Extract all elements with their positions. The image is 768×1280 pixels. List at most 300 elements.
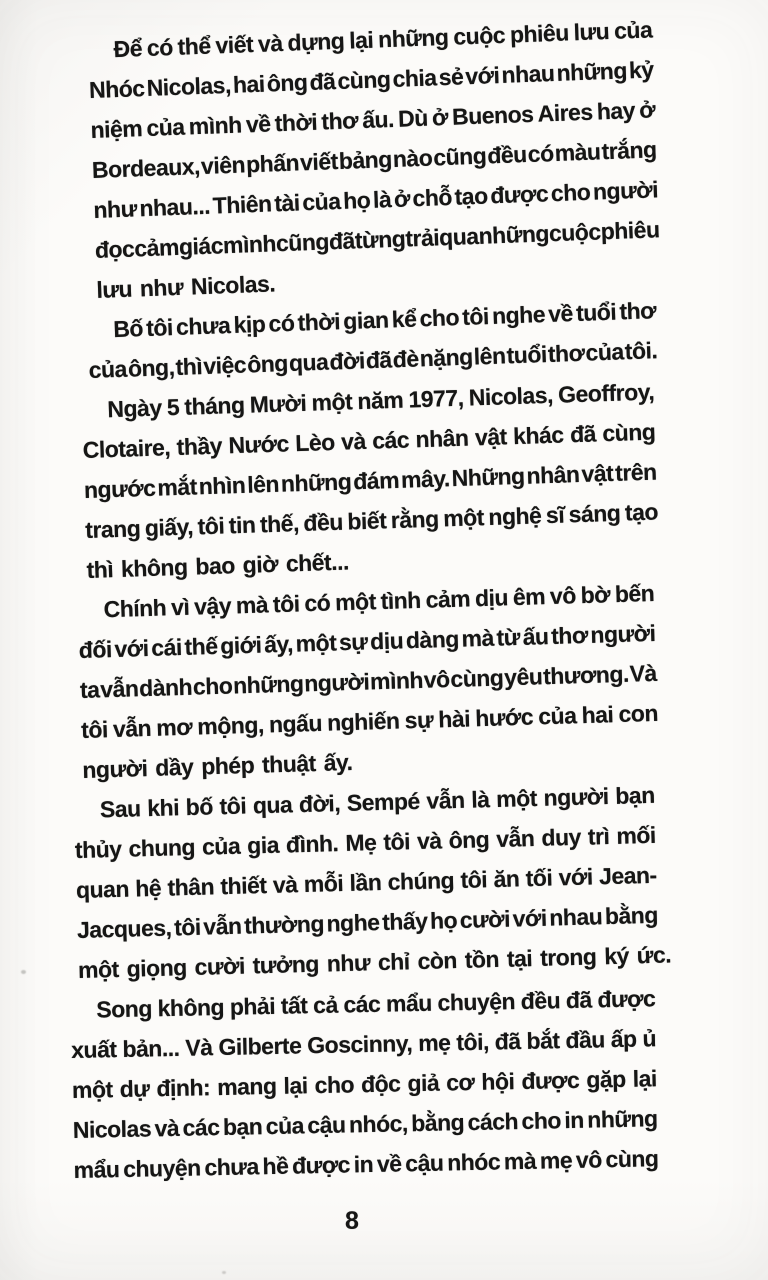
word: vì: [170, 593, 190, 621]
word: bản...: [122, 1034, 180, 1062]
word: thủy: [74, 835, 122, 864]
word: thơ: [618, 297, 657, 325]
word: đối: [78, 636, 113, 664]
word: chỗ: [412, 183, 453, 212]
word: biết: [346, 507, 387, 535]
word: phấn: [245, 149, 300, 178]
word: cho: [550, 178, 591, 207]
word: và: [340, 427, 367, 455]
word: cho: [521, 1107, 562, 1134]
word: hội: [481, 1068, 515, 1095]
word: bạn: [222, 1113, 263, 1140]
word: dịu: [369, 627, 404, 655]
word: hệ: [134, 874, 162, 902]
word: những: [377, 23, 449, 53]
word: bảng: [338, 146, 393, 174]
word: đời,: [298, 790, 341, 818]
word: từ: [496, 623, 521, 651]
word: mắt: [156, 473, 198, 501]
word: được: [597, 985, 656, 1013]
word: khi: [146, 794, 180, 822]
word: hài: [437, 705, 471, 733]
word: tôi: [197, 512, 225, 540]
word: qua: [252, 791, 293, 819]
word: ngước: [83, 474, 156, 503]
word: với: [558, 863, 594, 891]
word: thời: [274, 108, 318, 137]
word: đời: [328, 347, 366, 375]
word: của: [585, 338, 625, 366]
word: Sempé: [346, 787, 421, 816]
word: người: [543, 783, 609, 811]
word: chia: [392, 64, 437, 92]
word: các: [371, 426, 410, 454]
word: cảm: [133, 233, 180, 262]
word: có: [304, 589, 331, 617]
word: Mười: [249, 389, 307, 418]
word: tôi: [272, 590, 300, 618]
text-line: một giọng cười tưởng như chỉ còn tồn tại trong ký ức.: [77, 941, 672, 983]
word: cho: [314, 1071, 355, 1099]
word: đám: [352, 466, 400, 495]
word: yêu: [503, 663, 543, 691]
word: đầu: [565, 1026, 606, 1054]
word: chung: [128, 833, 196, 862]
word: kịp: [233, 310, 266, 338]
word: vô: [423, 666, 451, 693]
word: nhìn: [198, 471, 246, 500]
word: tôi: [383, 828, 411, 855]
word: tôi: [145, 314, 174, 341]
word: bạn: [614, 781, 656, 809]
word: với: [114, 634, 149, 662]
word: thấy: [381, 907, 428, 935]
word: đã: [309, 68, 336, 95]
word: tạo: [624, 498, 659, 526]
word: 5: [166, 393, 180, 421]
word: của: [537, 702, 577, 730]
word: mẹ: [417, 1029, 451, 1057]
word: cùng: [450, 664, 504, 693]
word: bờ: [580, 581, 611, 609]
word: gian: [342, 306, 389, 335]
word: đã: [569, 420, 597, 448]
word: mang: [216, 1072, 277, 1101]
word: mà: [503, 1147, 537, 1175]
page-text: [70, 16, 672, 1190]
word: đều: [520, 987, 561, 1014]
word: với: [464, 62, 500, 90]
word: vô: [549, 582, 577, 610]
word: nhóc,: [348, 1110, 409, 1138]
word: mẩu: [385, 989, 433, 1017]
word: tất: [280, 992, 308, 1019]
word: thế: [184, 632, 218, 660]
word: của: [613, 16, 653, 44]
word: nhân: [526, 461, 580, 489]
word: lưu: [573, 17, 610, 46]
word: đều: [302, 508, 344, 536]
word: có: [146, 33, 174, 61]
word: thương.: [542, 660, 630, 690]
word: vẫn: [112, 714, 152, 743]
word: và: [272, 871, 298, 898]
word: Và: [629, 659, 658, 687]
word: khác: [512, 421, 565, 450]
word: hai: [581, 701, 614, 729]
word: đều: [486, 141, 528, 169]
word: phiêu: [509, 19, 570, 48]
word: Mẹ: [345, 829, 377, 856]
word: giấy,: [144, 513, 194, 542]
word: nào: [392, 144, 433, 172]
word: Jacques,: [76, 914, 172, 943]
word: Buenos: [451, 100, 534, 130]
word: vật: [474, 423, 508, 451]
word: ở: [638, 96, 656, 123]
word: ta: [79, 676, 100, 703]
word: chúng: [387, 867, 455, 895]
scan-speck: [21, 970, 26, 974]
word: cậu: [307, 1111, 346, 1139]
word: Song: [96, 995, 153, 1023]
word: ở: [393, 185, 411, 212]
word: chưa: [204, 1153, 259, 1181]
word: tháng: [183, 391, 245, 420]
word: 1977,: [408, 384, 464, 413]
word: vẫn: [426, 786, 465, 814]
word: với: [512, 904, 547, 932]
word: Nicolas: [72, 1115, 152, 1143]
word: cuộc: [548, 218, 602, 247]
word: và: [154, 1114, 180, 1142]
word: hề: [262, 1152, 289, 1180]
word: sự: [338, 628, 368, 656]
paragraph: [87, 9, 662, 310]
word: cùng: [605, 1145, 659, 1173]
word: các: [182, 1114, 220, 1141]
word: ăn: [493, 865, 520, 893]
word: cho: [419, 304, 460, 332]
word: mẹ: [539, 1146, 573, 1174]
word: Chính: [103, 594, 167, 623]
word: nghe: [326, 909, 380, 937]
word: mà: [461, 624, 495, 652]
word: mộng,: [196, 711, 265, 740]
word: viết: [215, 31, 254, 59]
word: Aires: [537, 98, 594, 127]
word: tối: [525, 864, 553, 892]
word: giả: [407, 1069, 440, 1097]
word: cùng: [601, 418, 656, 447]
scan-speck: [222, 1271, 226, 1274]
word: phải: [229, 992, 276, 1020]
text-line: lưu như Nicolas.: [95, 270, 276, 303]
word: phiêu: [600, 216, 660, 245]
word: hay: [596, 97, 636, 125]
word: mẩu: [73, 1156, 120, 1183]
word: cuộc: [452, 21, 506, 50]
word: ấy,: [263, 630, 294, 658]
word: chuyện: [122, 1154, 201, 1182]
word: gia: [246, 831, 280, 859]
word: ông,: [127, 354, 175, 382]
word: Lèo: [294, 428, 336, 457]
word: qua: [438, 222, 479, 251]
word: duy: [541, 823, 582, 851]
word: thì: [175, 353, 203, 380]
word: Ngày: [106, 394, 163, 423]
word: Bố: [112, 315, 144, 343]
word: của: [145, 113, 186, 141]
word: mỗi: [303, 870, 344, 898]
word: nhóc: [446, 1148, 501, 1176]
word: những: [478, 220, 550, 249]
word: vậy: [193, 592, 232, 620]
word: cho: [192, 672, 233, 700]
paragraph: [73, 775, 672, 990]
word: cảm: [425, 585, 471, 613]
word: êm: [512, 583, 546, 611]
word: sự: [404, 706, 434, 734]
word: đã: [494, 1027, 521, 1055]
word: nhau: [548, 903, 603, 931]
word: nghiến: [326, 707, 400, 736]
word: hước: [474, 703, 534, 732]
text-line: thì không bao giờ chết...: [86, 548, 350, 583]
word: lại: [283, 1072, 308, 1099]
word: ủ: [642, 1025, 657, 1052]
word: nhau: [501, 59, 555, 88]
word: cười: [459, 905, 511, 933]
word: tuổi: [506, 341, 548, 369]
word: họ: [429, 907, 458, 934]
word: có: [268, 309, 295, 337]
word: trải: [404, 224, 440, 252]
word: dàng: [405, 625, 460, 654]
word: năm: [356, 386, 404, 415]
word: của: [88, 355, 128, 383]
word: sáng: [568, 499, 621, 528]
word: dành: [138, 673, 193, 702]
word: ông: [448, 826, 490, 854]
word: vô: [575, 1146, 602, 1173]
word: thơ: [320, 107, 359, 135]
word: một: [295, 629, 337, 657]
word: người: [592, 176, 659, 205]
word: xuất: [70, 1036, 117, 1064]
word: có: [527, 140, 555, 168]
word: Để: [113, 35, 143, 63]
word: Gilberte: [218, 1032, 302, 1061]
word: và: [416, 827, 442, 855]
word: về: [245, 110, 271, 138]
word: độc: [360, 1070, 401, 1098]
word: bố: [185, 793, 214, 821]
word: người: [590, 619, 656, 648]
word: con: [618, 699, 659, 728]
word: đình.: [285, 830, 339, 858]
word: tôi,: [456, 1028, 490, 1056]
word: sẻ: [438, 63, 464, 91]
word: ngấu: [268, 709, 323, 738]
word: thân: [167, 873, 215, 901]
word: là: [470, 786, 490, 813]
word: trên: [614, 458, 658, 486]
word: định:: [156, 1074, 211, 1102]
word: ấu: [522, 623, 549, 650]
word: viết: [299, 147, 339, 176]
paragraph: [70, 978, 659, 1190]
word: ấp: [610, 1025, 637, 1053]
word: một: [442, 504, 485, 532]
word: những: [556, 57, 628, 86]
word: Nicolas,: [146, 71, 232, 101]
word: chuyện: [437, 988, 516, 1016]
word: Bordeaux,: [91, 153, 201, 183]
word: lại: [632, 1065, 658, 1092]
word: vẫn: [495, 824, 535, 852]
word: mơ: [155, 713, 193, 741]
word: Thiên: [212, 190, 273, 219]
word: mây.: [400, 465, 451, 493]
word: đọc: [94, 235, 135, 263]
word: bằng: [604, 901, 659, 930]
word: là: [372, 186, 392, 213]
word: thầy: [176, 432, 223, 460]
word: giới: [219, 631, 262, 659]
word: Những: [451, 462, 525, 492]
word: dịu: [474, 584, 509, 612]
word: tôi: [80, 716, 109, 743]
word: cả: [312, 991, 338, 1019]
word: mà: [235, 591, 269, 619]
word: Goscinny,: [306, 1030, 413, 1059]
text-line: người dầy phép thuật ấy.: [81, 748, 353, 783]
word: ông: [266, 69, 308, 97]
word: bến: [614, 579, 655, 608]
word: nghe: [491, 301, 546, 329]
word: hai: [232, 70, 266, 98]
word: in: [564, 1106, 585, 1134]
word: Jean-: [598, 861, 657, 890]
word: niệm: [90, 115, 143, 144]
word: của: [265, 1112, 305, 1140]
word: đè: [392, 345, 420, 373]
word: tuổi: [575, 298, 617, 326]
word: một: [71, 1076, 113, 1103]
word: màu: [554, 138, 601, 167]
word: trang: [84, 515, 141, 543]
word: rằng: [390, 505, 440, 534]
word: những: [586, 1105, 658, 1133]
word: viên: [200, 151, 246, 179]
word: nhân: [415, 424, 469, 453]
word: thơ: [547, 339, 585, 367]
word: mối: [616, 821, 657, 849]
word: được: [521, 1066, 580, 1094]
word: gặp: [586, 1065, 626, 1093]
word: một: [495, 784, 538, 812]
word: cũng: [275, 228, 330, 257]
word: thơ: [550, 621, 589, 649]
word: thời: [297, 308, 341, 336]
word: cậu: [405, 1149, 444, 1177]
word: cái: [150, 633, 183, 661]
word: đã: [565, 986, 592, 1014]
word: đã: [328, 227, 356, 255]
word: bắt: [526, 1027, 560, 1054]
word: cơ: [445, 1068, 475, 1096]
word: thể: [177, 32, 212, 60]
word: Sau: [99, 795, 141, 823]
word: giác: [178, 232, 224, 260]
word: Dù: [397, 104, 429, 132]
word: không: [157, 993, 225, 1022]
word: cùng: [337, 66, 391, 94]
word: kỷ: [628, 56, 655, 84]
word: cũng: [432, 142, 487, 171]
word: tạo: [454, 182, 489, 210]
word: người: [303, 668, 370, 697]
word: trì: [587, 823, 610, 850]
word: một: [334, 588, 377, 616]
page-number: 8: [345, 1207, 359, 1235]
word: vật: [581, 459, 614, 487]
word: mình: [222, 230, 277, 259]
word: nhau...: [138, 192, 211, 222]
word: các: [343, 990, 381, 1018]
word: tôi: [461, 302, 490, 330]
word: Nicolas,: [468, 381, 554, 411]
word: tôi: [173, 913, 202, 941]
word: tôi.: [624, 337, 658, 365]
word: tài: [273, 189, 301, 217]
word: Nhóc: [88, 75, 146, 104]
word: ấu.: [361, 105, 395, 134]
word: việc: [202, 351, 247, 379]
word: thiết: [220, 872, 267, 900]
word: Và: [185, 1034, 213, 1061]
word: mình: [369, 666, 424, 695]
word: của: [301, 187, 341, 216]
word: mình: [188, 111, 243, 140]
word: tin: [228, 511, 256, 539]
word: dự: [119, 1075, 150, 1103]
word: một: [311, 388, 353, 416]
word: ở: [431, 103, 449, 131]
word: tôi: [219, 792, 247, 820]
word: Nước: [228, 430, 290, 459]
word: in: [353, 1150, 374, 1178]
word: kể: [391, 305, 417, 333]
word: quan: [75, 875, 130, 903]
word: sĩ: [545, 501, 565, 529]
word: vẫn: [203, 912, 242, 940]
word: bằng: [410, 1109, 465, 1137]
word: được: [291, 1151, 351, 1179]
word: của: [201, 832, 241, 860]
word: thế,: [259, 510, 300, 538]
word: họ: [342, 186, 371, 214]
word: dựng: [287, 27, 345, 56]
word: chưa: [175, 312, 231, 340]
word: qua: [288, 348, 329, 376]
word: được: [489, 180, 549, 209]
word: những: [280, 468, 352, 497]
word: đã: [365, 346, 393, 374]
word: thường: [243, 910, 325, 939]
